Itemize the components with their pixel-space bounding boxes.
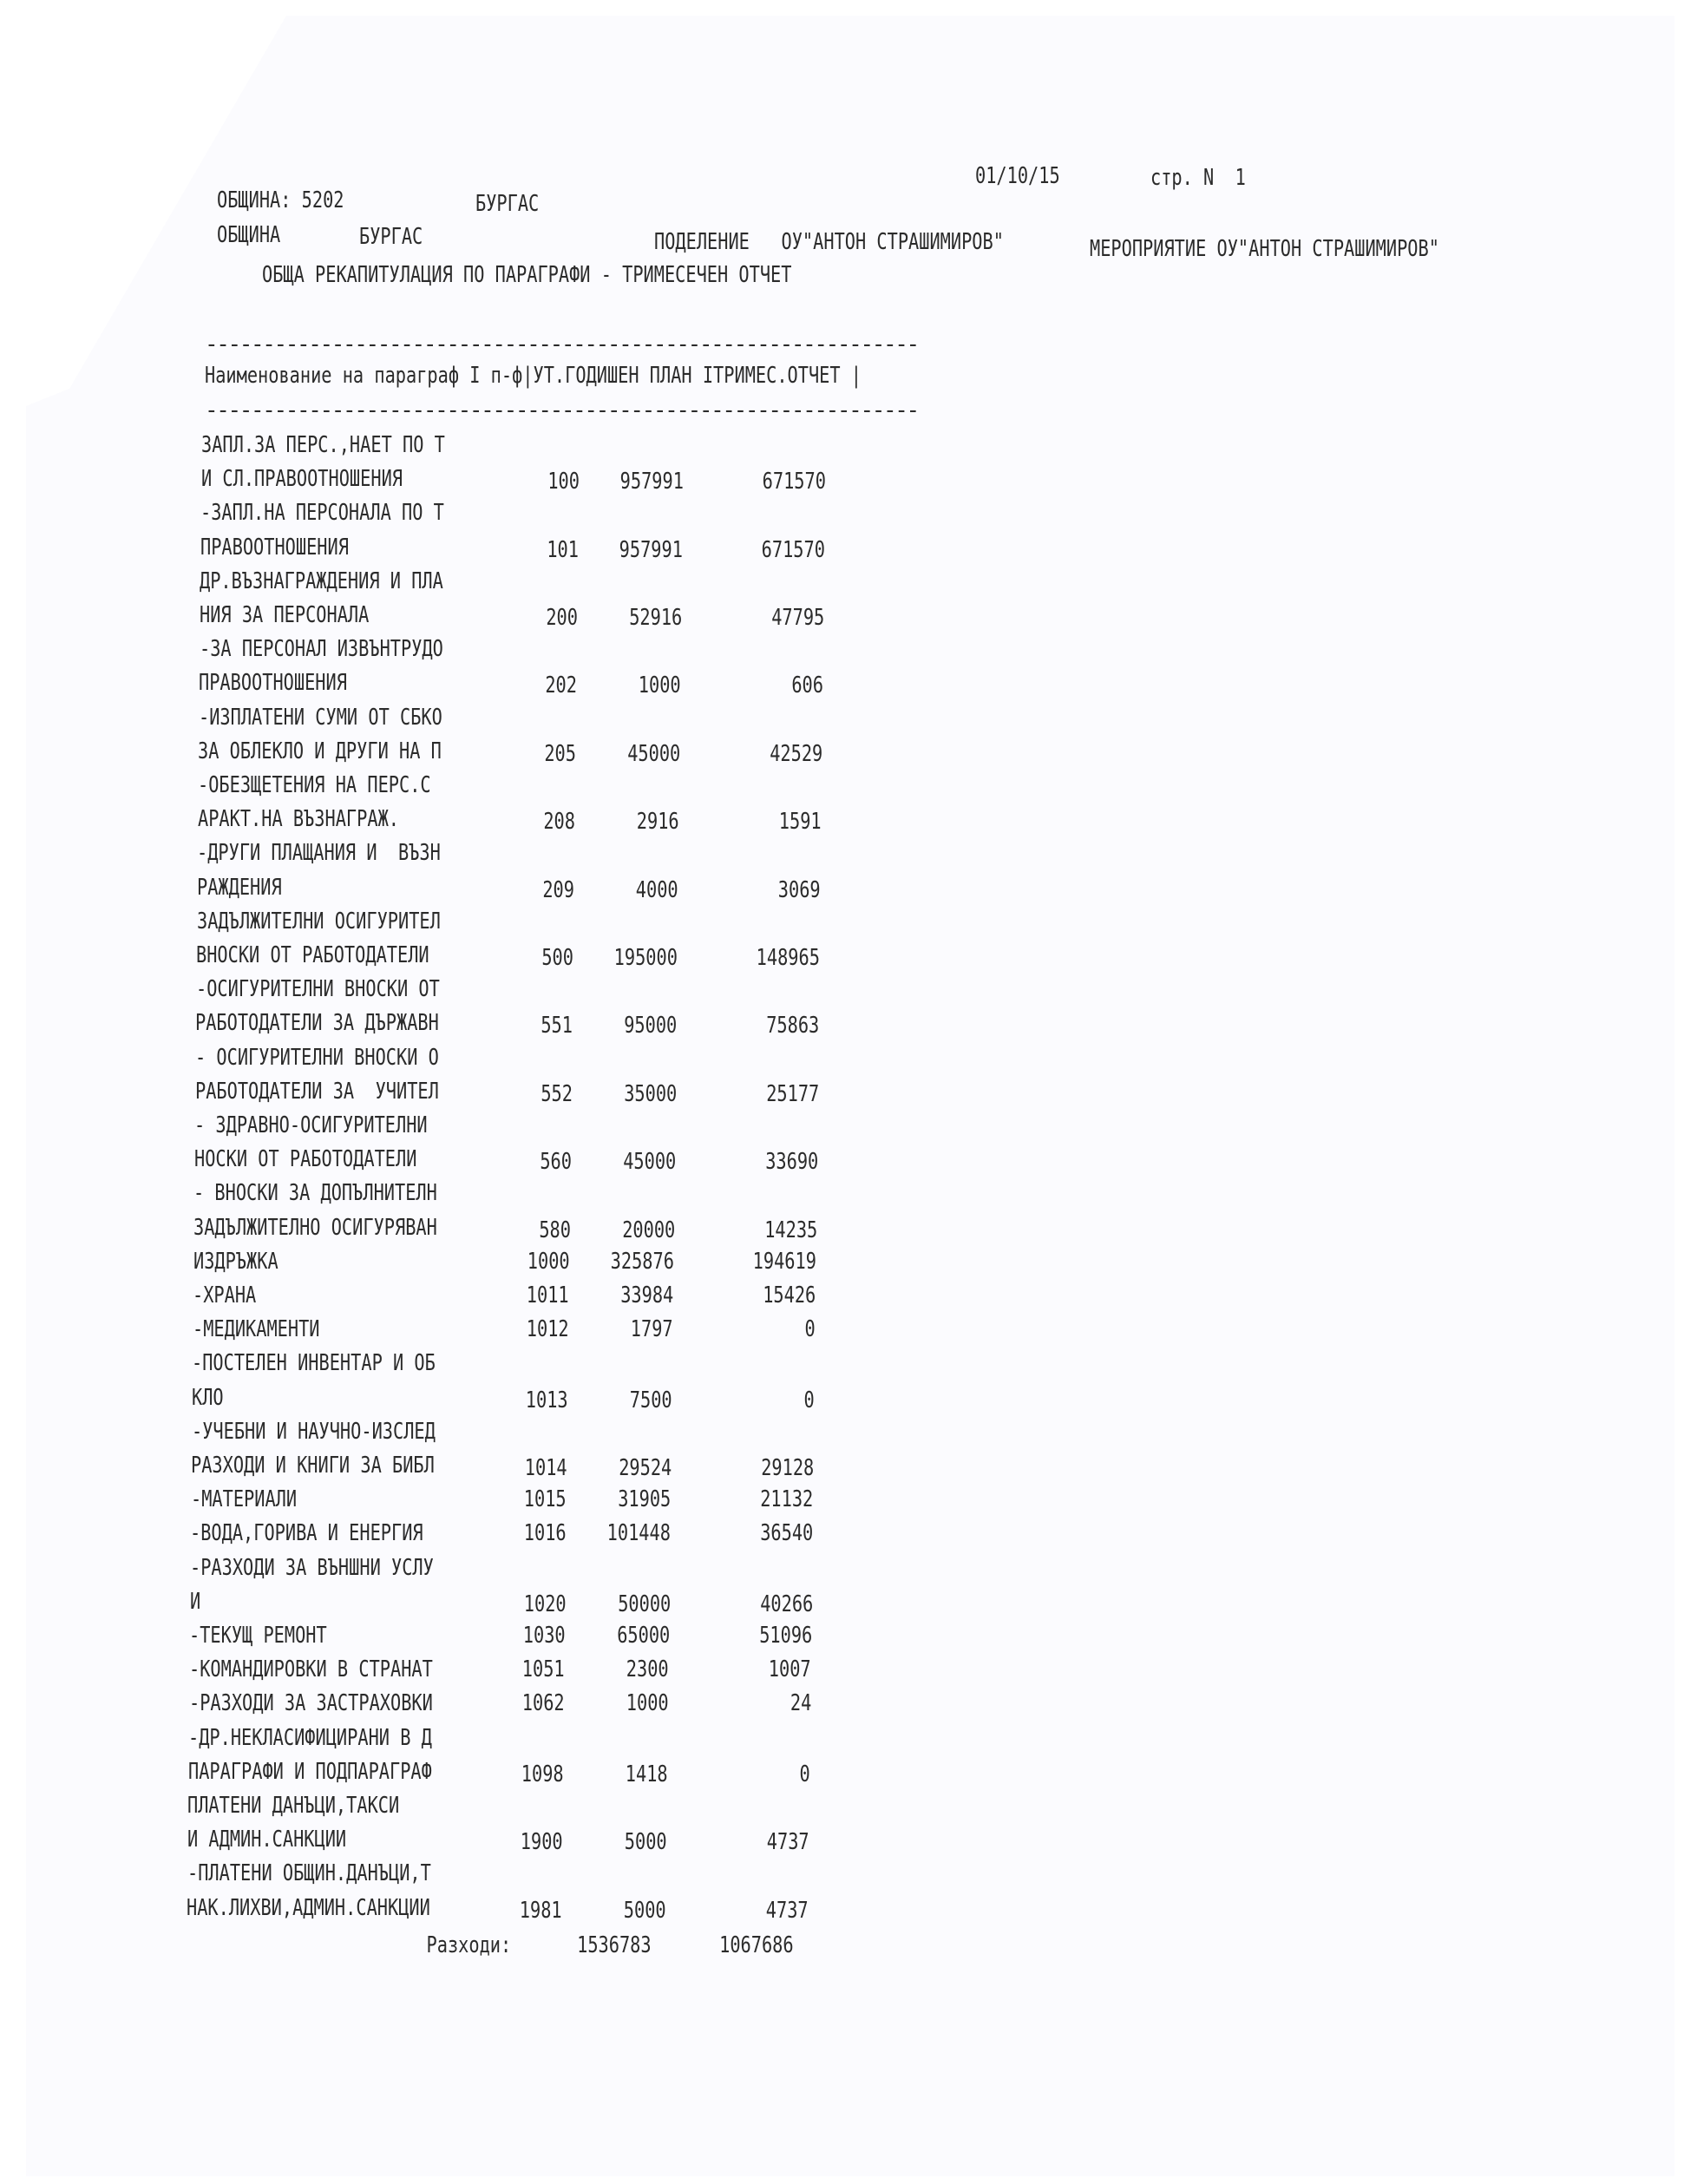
row-quarter-report: 194619: [752, 1248, 816, 1275]
row-quarter-report: 4737: [767, 1829, 809, 1856]
row-paragraph-code: 200: [546, 605, 578, 631]
row-annual-plan: 2916: [637, 809, 679, 836]
row-quarter-report: 0: [804, 1316, 816, 1343]
row-paragraph-code: 1098: [521, 1761, 564, 1787]
row-annual-plan: 7500: [630, 1387, 672, 1413]
row-name-line1: - ОСИГУРИТЕЛНИ ВНОСКИ О: [195, 1044, 439, 1071]
row-paragraph-code: 1013: [526, 1387, 568, 1413]
row-quarter-report: 671570: [762, 469, 826, 495]
row-name-line1: -ИЗПЛАТЕНИ СУМИ ОТ СБКО: [199, 704, 442, 731]
row-name-line1: ЗАДЪЛЖИТЕЛНИ ОСИГУРИТЕЛ: [197, 908, 441, 935]
row-annual-plan: 101448: [606, 1520, 671, 1547]
row-quarter-report: 1591: [779, 809, 822, 836]
municipality-city: БУРГАС: [359, 224, 423, 250]
row-annual-plan: 4000: [636, 876, 678, 903]
row-name-line1: ДР.ВЪЗНАГРАЖДЕНИЯ И ПЛА: [200, 567, 443, 594]
row-name-line2: РАЖДЕНИЯ: [197, 874, 282, 901]
row-name-line1: -ОБЕЗЩЕТЕНИЯ НА ПЕРС.С: [198, 772, 431, 798]
row-paragraph-code: 1051: [522, 1656, 565, 1683]
row-paragraph-code: 551: [541, 1013, 573, 1040]
row-annual-plan: 2300: [626, 1656, 669, 1683]
row-paragraph-code: 1900: [521, 1829, 563, 1856]
row-paragraph-code: 500: [541, 945, 573, 971]
row-name: -РАЗХОДИ ЗА ЗАСТРАХОВКИ: [189, 1690, 433, 1717]
row-quarter-report: 51096: [758, 1623, 812, 1649]
row-name: -МЕДИКАМЕНТИ: [193, 1316, 320, 1343]
row-quarter-report: 40266: [759, 1590, 813, 1617]
table-rule-top: --------------------------------------------------------------: [205, 331, 918, 357]
row-annual-plan: 31905: [617, 1486, 671, 1513]
row-paragraph-code: 101: [547, 536, 579, 563]
row-paragraph-code: 100: [547, 469, 580, 495]
row-paragraph-code: 205: [544, 740, 576, 767]
row-annual-plan: 1000: [639, 672, 681, 699]
row-paragraph-code: 1020: [524, 1590, 567, 1617]
row-paragraph-code: 1016: [524, 1520, 567, 1547]
event: МЕРОПРИЯТИЕ ОУ"АНТОН СТРАШИМИРОВ": [1090, 236, 1439, 262]
municipality-code-city: БУРГАС: [475, 191, 540, 217]
row-quarter-report: 33690: [764, 1149, 818, 1176]
row-annual-plan: 45000: [626, 740, 680, 767]
row-name: ИЗДРЪЖКА: [193, 1248, 278, 1275]
row-paragraph-code: 1011: [527, 1282, 569, 1308]
row-name-line2: ЗАДЪЛЖИТЕЛНО ОСИГУРЯВАН: [193, 1214, 437, 1241]
row-quarter-report: 606: [791, 672, 823, 699]
row-annual-plan: 325876: [610, 1248, 674, 1275]
row-quarter-report: 47795: [770, 605, 824, 631]
row-name: -ТЕКУЩ РЕМОНТ: [189, 1623, 327, 1649]
row-name-line2: РАЗХОДИ И КНИГИ ЗА БИБЛ: [191, 1453, 435, 1479]
row-name-line1: -ПЛАТЕНИ ОБЩИН.ДАНЪЦИ,Т: [187, 1860, 431, 1887]
row-name-line2: ЗА ОБЛЕКЛО И ДРУГИ НА П: [198, 738, 442, 764]
row-name-line2: И: [190, 1588, 201, 1615]
row-name-line1: -ЗАПЛ.НА ПЕРСОНАЛА ПО Т: [200, 500, 444, 527]
report-date: 01/10/15: [975, 163, 1060, 189]
row-annual-plan: 95000: [623, 1013, 677, 1040]
row-quarter-report: 75863: [765, 1013, 819, 1040]
row-quarter-report: 36540: [759, 1520, 813, 1547]
row-annual-plan: 957991: [619, 469, 684, 495]
row-name-line2: ПАРАГРАФИ И ПОДПАРАГРАФ: [188, 1758, 432, 1785]
row-annual-plan: 5000: [624, 1897, 666, 1924]
total-label: Разходи:: [426, 1931, 511, 1958]
row-name: -ХРАНА: [193, 1282, 257, 1308]
row-name-line2: ВНОСКИ ОТ РАБОТОДАТЕЛИ: [196, 942, 429, 968]
row-name-line1: -ЗА ПЕРСОНАЛ ИЗВЪНТРУДО: [200, 636, 443, 663]
row-quarter-report: 4737: [766, 1897, 809, 1924]
table-rule-bottom: --------------------------------------------------------------: [205, 397, 918, 423]
row-paragraph-code: 209: [542, 876, 574, 903]
row-name-line1: - ВНОСКИ ЗА ДОПЪЛНИТЕЛН: [193, 1180, 437, 1207]
row-quarter-report: 15426: [762, 1282, 816, 1308]
row-annual-plan: 52916: [628, 605, 682, 631]
row-paragraph-code: 580: [539, 1217, 571, 1243]
row-annual-plan: 50000: [617, 1590, 671, 1617]
municipality-label: ОБЩИНА: [217, 222, 281, 248]
row-quarter-report: 0: [799, 1761, 810, 1787]
row-quarter-report: 3069: [778, 876, 821, 903]
row-annual-plan: 29524: [618, 1455, 672, 1481]
row-name: -МАТЕРИАЛИ: [191, 1486, 298, 1513]
row-annual-plan: 45000: [622, 1149, 676, 1176]
total-annual-plan: 1536783: [577, 1931, 652, 1958]
row-name-line1: -ДРУГИ ПЛАЩАНИЯ И ВЪЗН: [197, 840, 441, 867]
row-name-line1: -ПОСТЕЛЕН ИНВЕНТАР И ОБ: [192, 1350, 436, 1377]
row-name-line2: И АДМИН.САНКЦИИ: [187, 1827, 347, 1853]
row-paragraph-code: 1062: [522, 1690, 565, 1717]
row-quarter-report: 1007: [769, 1656, 811, 1683]
row-paragraph-code: 1981: [520, 1897, 562, 1924]
row-name-line2: РАБОТОДАТЕЛИ ЗА УЧИТЕЛ: [195, 1078, 439, 1105]
row-quarter-report: 24: [790, 1690, 811, 1717]
row-quarter-report: 0: [803, 1387, 815, 1413]
municipality-code: ОБЩИНА: 5202: [217, 187, 344, 213]
page-number: стр. N 1: [1150, 165, 1246, 191]
row-name-line1: -УЧЕБНИ И НАУЧНО-ИЗСЛЕД: [192, 1418, 436, 1445]
row-name-line2: НОСКИ ОТ РАБОТОДАТЕЛИ: [194, 1146, 417, 1173]
row-annual-plan: 33984: [619, 1282, 673, 1308]
row-name-line2: И СЛ.ПРАВООТНОШЕНИЯ: [201, 466, 403, 493]
row-annual-plan: 1000: [626, 1690, 669, 1717]
row-paragraph-code: 560: [540, 1149, 572, 1176]
division: ПОДЕЛЕНИЕ ОУ"АНТОН СТРАШИМИРОВ": [654, 229, 1004, 255]
row-annual-plan: 1418: [626, 1761, 668, 1787]
row-paragraph-code: 1012: [527, 1316, 569, 1343]
row-name-line1: -ДР.НЕКЛАСИФИЦИРАНИ В Д: [188, 1724, 432, 1751]
row-name-line2: ПРАВООТНОШЕНИЯ: [200, 534, 349, 561]
row-annual-plan: 5000: [625, 1829, 667, 1856]
row-quarter-report: 671570: [761, 536, 825, 563]
row-quarter-report: 42529: [769, 740, 822, 767]
row-name-line1: -ОСИГУРИТЕЛНИ ВНОСКИ ОТ: [196, 976, 440, 1003]
row-name-line1: - ЗДРАВНО-ОСИГУРИТЕЛНИ: [194, 1112, 428, 1138]
table-column-header: Наименование на параграф I п-ф|УТ.ГОДИШЕН ПЛАН IТРИМЕС.ОТЧЕТ |: [205, 363, 862, 389]
row-annual-plan: 1797: [631, 1316, 673, 1343]
row-quarter-report: 148965: [756, 945, 820, 971]
row-quarter-report: 25177: [765, 1080, 819, 1107]
row-quarter-report: 29128: [760, 1455, 814, 1481]
row-paragraph-code: 208: [543, 809, 575, 836]
row-name: -КОМАНДИРОВКИ В СТРАНАТ: [189, 1656, 433, 1683]
row-name-line2: КЛО: [192, 1384, 224, 1411]
row-annual-plan: 195000: [613, 945, 678, 971]
row-paragraph-code: 1000: [527, 1248, 570, 1275]
row-name-line2: НАК.ЛИХВИ,АДМИН.САНКЦИИ: [187, 1894, 430, 1921]
row-paragraph-code: 1030: [523, 1623, 566, 1649]
row-paragraph-code: 1015: [524, 1486, 567, 1513]
row-quarter-report: 21132: [759, 1486, 813, 1513]
row-paragraph-code: 552: [541, 1080, 573, 1107]
row-name-line2: АРАКТ.НА ВЪЗНАГРАЖ.: [198, 806, 399, 833]
total-quarter-report: 1067686: [719, 1931, 794, 1958]
row-name-line1: -РАЗХОДИ ЗА ВЪНШНИ УСЛУ: [190, 1554, 434, 1581]
row-quarter-report: 14235: [763, 1217, 817, 1243]
row-name-line2: РАБОТОДАТЕЛИ ЗА ДЪРЖАВН: [195, 1010, 439, 1037]
report-title: ОБЩА РЕКАПИТУЛАЦИЯ ПО ПАРАГРАФИ - ТРИМЕСЕЧЕН ОТЧЕТ: [262, 262, 792, 288]
row-annual-plan: 20000: [621, 1217, 675, 1243]
row-annual-plan: 65000: [616, 1623, 670, 1649]
row-annual-plan: 957991: [619, 536, 683, 563]
row-name-line2: ПРАВООТНОШЕНИЯ: [199, 670, 347, 697]
row-paragraph-code: 202: [545, 672, 577, 699]
row-name-line1: ЗАПЛ.ЗА ПЕРС.,НАЕТ ПО Т: [201, 432, 445, 458]
row-name: -ВОДА,ГОРИВА И ЕНЕРГИЯ: [190, 1520, 423, 1547]
row-name-line1: ПЛАТЕНИ ДАНЪЦИ,ТАКСИ: [187, 1793, 400, 1819]
row-name-line2: НИЯ ЗА ПЕРСОНАЛА: [200, 602, 370, 628]
row-annual-plan: 35000: [623, 1080, 677, 1107]
row-paragraph-code: 1014: [525, 1455, 567, 1481]
